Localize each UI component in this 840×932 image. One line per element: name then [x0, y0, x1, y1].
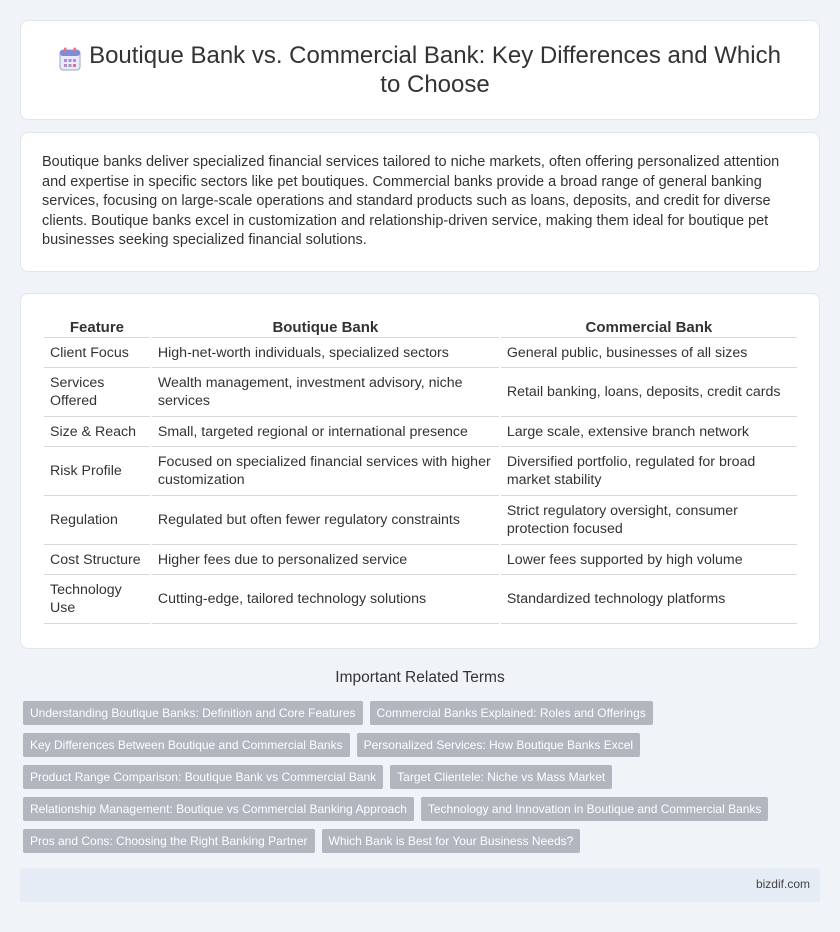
table-row [44, 368, 797, 417]
table-row [44, 338, 797, 368]
related-terms-list [23, 701, 813, 861]
related-term-tag[interactable]: Product Range Comparison: Boutique Bank vs Commercial Bank [23, 765, 383, 789]
footer-site-link[interactable]: bizdif.com [755, 877, 810, 891]
feature-cell: Cost Structure [44, 545, 150, 575]
boutique-cell: Regulated but often fewer regulatory constraints [152, 496, 499, 545]
related-term-tag[interactable]: Target Clientele: Niche vs Mass Market [390, 765, 612, 789]
related-term-tag[interactable]: Pros and Cons: Choosing the Right Banking Partner [23, 829, 315, 853]
feature-cell: Risk Profile [44, 447, 150, 496]
related-term-tag[interactable]: Technology and Innovation in Boutique and Commercial Banks [421, 797, 769, 821]
boutique-cell: Higher fees due to personalized service [152, 545, 499, 575]
page-title: Boutique Bank vs. Commercial Bank: Key Differences and Which to Choose [89, 42, 781, 98]
related-term-tag[interactable]: Which Bank is Best for Your Business Needs? [322, 829, 581, 853]
feature-cell: Size & Reach [44, 417, 150, 447]
commercial-cell: Lower fees supported by high volume [501, 545, 797, 575]
title-card [20, 20, 820, 120]
commercial-cell: Diversified portfolio, regulated for broad market stability [501, 447, 797, 496]
table-header-row [44, 316, 797, 338]
header-feature: Feature [44, 316, 150, 338]
commercial-cell: Standardized technology platforms [501, 575, 797, 624]
related-term-tag[interactable]: Understanding Boutique Banks: Definition and Core Features [23, 701, 363, 725]
table-row [44, 447, 797, 496]
commercial-cell: Retail banking, loans, deposits, credit cards [501, 368, 797, 417]
commercial-cell: Strict regulatory oversight, consumer protection focused [501, 496, 797, 545]
related-term-tag[interactable]: Commercial Banks Explained: Roles and Offerings [370, 701, 653, 725]
commercial-cell: General public, businesses of all sizes [501, 338, 797, 368]
related-term-tag[interactable]: Key Differences Between Boutique and Commercial Banks [23, 733, 350, 757]
comparison-table [42, 316, 799, 624]
comparison-card [20, 293, 820, 649]
feature-cell: Client Focus [44, 338, 150, 368]
intro-card [20, 132, 820, 272]
boutique-cell: High-net-worth individuals, specialized sectors [152, 338, 499, 368]
table-row [44, 575, 797, 624]
commercial-cell: Large scale, extensive branch network [501, 417, 797, 447]
feature-cell: Regulation [44, 496, 150, 545]
feature-cell: Services Offered [44, 368, 150, 417]
feature-cell: Technology Use [44, 575, 150, 624]
table-row [44, 417, 797, 447]
intro-paragraph: Boutique banks deliver specialized financial services tailored to niche markets, often offering personalized attention and expertise in specific sectors like pet boutiques. Commercial banks provide a broad range of general banking services, focusing on large-scale operations and standard products such as loans, deposits, and credit for diverse clients. Boutique banks excel in customization and relationship-driven service, making them ideal for boutique pet businesses seeking specialized financial solutions. [42, 154, 780, 248]
related-terms-heading: Important Related Terms [335, 669, 505, 686]
table-row [44, 545, 797, 575]
footer-bar [20, 868, 820, 902]
related-term-tag[interactable]: Relationship Management: Boutique vs Commercial Banking Approach [23, 797, 414, 821]
header-commercial-bank: Commercial Bank [501, 316, 797, 338]
related-term-tag[interactable]: Personalized Services: How Boutique Banks Excel [357, 733, 640, 757]
boutique-cell: Small, targeted regional or international presence [152, 417, 499, 447]
boutique-cell: Cutting-edge, tailored technology solutions [152, 575, 499, 624]
boutique-cell: Wealth management, investment advisory, niche services [152, 368, 499, 417]
header-boutique-bank: Boutique Bank [152, 316, 499, 338]
table-row [44, 496, 797, 545]
boutique-cell: Focused on specialized financial services with higher customization [152, 447, 499, 496]
